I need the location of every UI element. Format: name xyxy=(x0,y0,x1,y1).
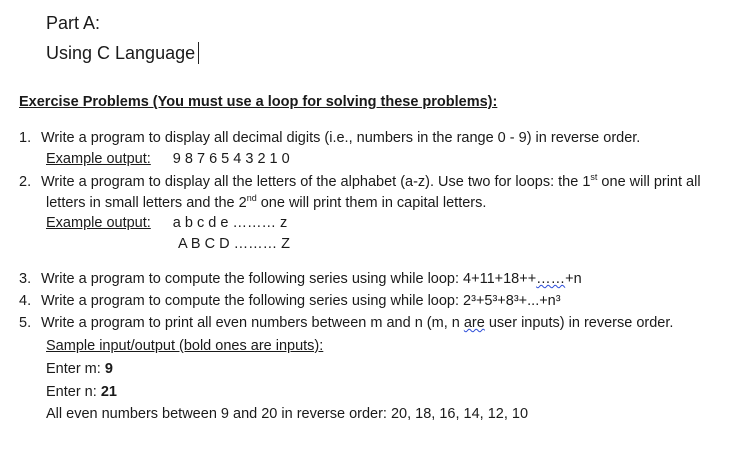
list-number: 4. xyxy=(19,293,32,309)
language-heading xyxy=(46,42,199,64)
sample-input-n xyxy=(46,384,117,400)
list-item-text: one will print them in capital letters. xyxy=(256,194,487,211)
list-item-5 xyxy=(19,315,673,331)
prompt-text: Enter n: xyxy=(46,384,101,400)
sample-input-m xyxy=(46,361,113,377)
list-number: 1. xyxy=(19,130,32,146)
list-number: 3. xyxy=(19,271,32,287)
list-item-text: user inputs) in reverse order. xyxy=(484,315,674,331)
list-number: 2. xyxy=(19,173,32,190)
superscript: nd xyxy=(246,193,257,203)
example-output-1 xyxy=(46,151,290,167)
example-output-2-caps: A B C D ……… Z xyxy=(178,236,290,252)
example-value: 9 8 7 6 5 4 3 2 1 0 xyxy=(172,151,290,167)
part-label: Part A: xyxy=(46,13,101,33)
list-item-text: Write a program to display all the letters of the alphabet (a-z). Use two for loops: the 1 xyxy=(41,173,591,190)
input-value: 9 xyxy=(104,361,113,377)
spelling-squiggle: …… xyxy=(536,271,566,287)
input-value: 21 xyxy=(100,384,117,400)
example-label: Example output: xyxy=(46,215,151,231)
sample-output: All even numbers between 9 and 20 in reverse order: 20, 18, 16, 14, 12, 10 xyxy=(46,406,529,422)
list-item-text: one will print all xyxy=(597,173,701,190)
list-item-4 xyxy=(19,293,561,309)
list-item-text: +n xyxy=(565,271,582,287)
sample-io-label: Sample input/output (bold ones are inputs): xyxy=(46,338,324,354)
list-number: 5. xyxy=(19,315,32,331)
list-item-1 xyxy=(19,130,640,146)
text-cursor xyxy=(198,42,199,64)
example-output-2 xyxy=(46,215,287,231)
list-item-text: Write a program to print all even numbers between m and n (m, n xyxy=(41,315,464,331)
list-item-text: Write a program to display all decimal digits (i.e., numbers in the range 0 - 9) in reverse order. xyxy=(41,130,641,146)
language-label: Using C Language xyxy=(46,43,196,63)
list-item-2 xyxy=(19,172,701,190)
part-heading xyxy=(46,13,100,34)
list-item-3 xyxy=(19,271,582,287)
section-title: Exercise Problems (You must use a loop for solving these problems): xyxy=(19,94,498,110)
example-value: a b c d e ……… z xyxy=(172,215,288,231)
spelling-squiggle: are xyxy=(463,315,485,331)
list-item-2-continued xyxy=(46,193,486,211)
list-item-text: letters in small letters and the 2 xyxy=(46,194,247,211)
list-item-text: Write a program to compute the following series using while loop: 4+11+18++ xyxy=(41,271,537,287)
example-label: Example output: xyxy=(46,151,151,167)
list-item-text: Write a program to compute the following series using while loop: 2³+5³+8³+...+n³ xyxy=(41,293,561,309)
prompt-text: Enter m: xyxy=(46,361,105,377)
superscript: st xyxy=(590,172,598,182)
